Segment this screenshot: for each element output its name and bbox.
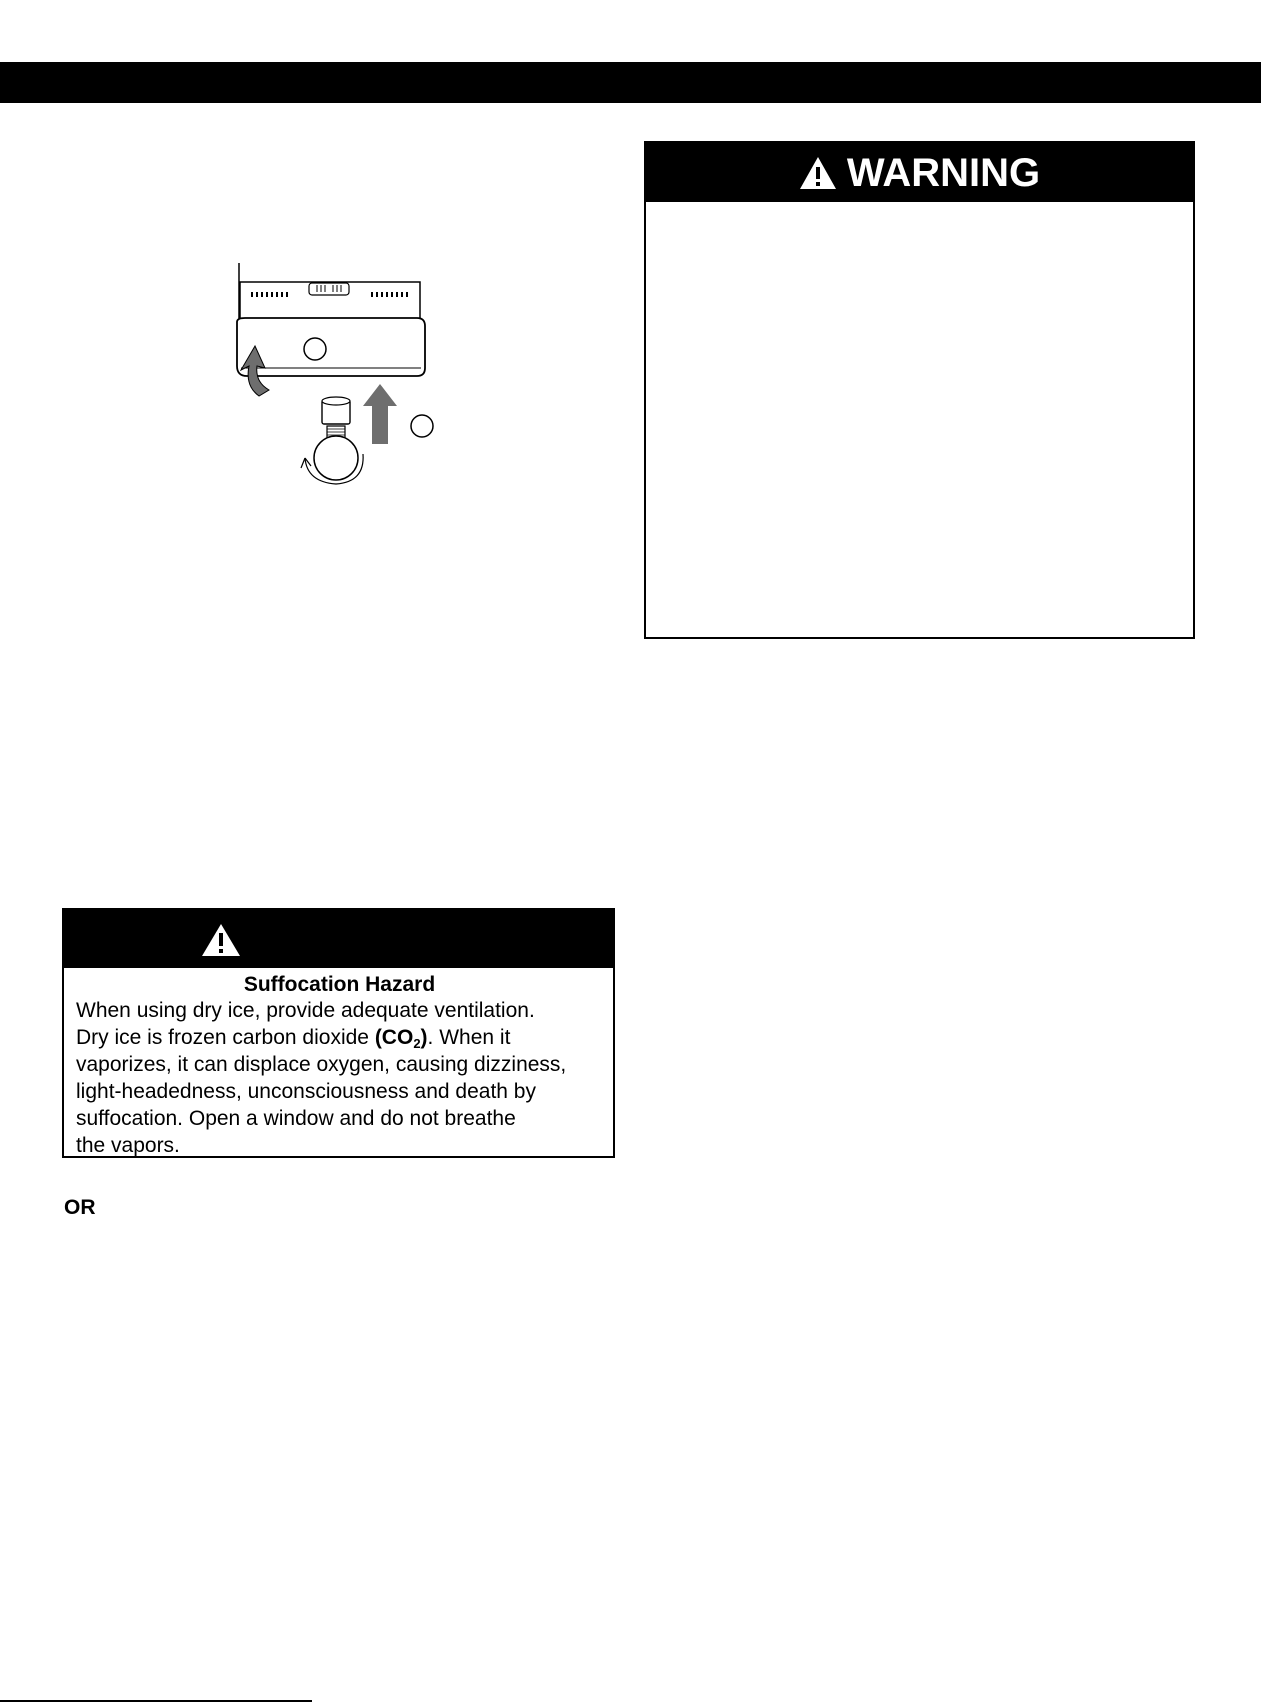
warning-triangle-icon [799,156,837,190]
hazard-line-5: suffocation. Open a window and do not breathe [76,1107,516,1130]
hazard-line-2: Dry ice is frozen carbon dioxide $(CO_2)$. When it [76,1026,511,1051]
hazard-line-6: the vapors. [76,1134,180,1157]
warning-header [646,143,1193,202]
hazard-header [64,910,613,968]
header-bar [0,62,1261,103]
hazard-line-1: When using dry ice, provide adequate ventilation. [76,999,535,1022]
suffocation-hazard-box [62,908,615,1158]
hazard-heading: Suffocation Hazard [243,973,436,996]
hazard-line-3: vaporizes, it can displace oxygen, causing dizziness, [76,1053,567,1076]
warning-triangle-icon [201,923,241,957]
light-cover-illustration [225,258,455,498]
hazard-line-4: light-headedness, unconsciousness and death by [76,1080,536,1103]
or-label: OR [64,1196,96,1219]
hazard-body [64,968,613,1159]
warning-box [644,141,1195,639]
warning-title: WARNING [846,150,1041,195]
